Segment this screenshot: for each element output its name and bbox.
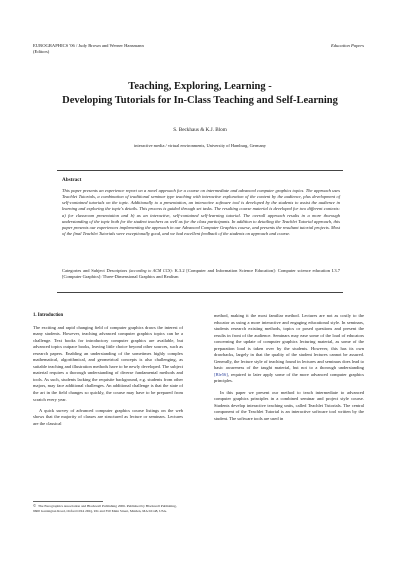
citation-link[interactable]: [Ble56] xyxy=(214,371,228,377)
left-column xyxy=(33,313,183,432)
intro-paragraph-4: In this paper we present our method to teach intermediate to advanced computer graphics principles in a combined seminar and project style course. Students develop interactive teaching units, called Teachlet Tutorials. The central component of the Teachlet Tutorial is an interactive software tool written by the student. The software tools are used in xyxy=(214,389,364,421)
copyright-text: The Eurographics Association and Blackwell Publishing 2006. Published by Blackwell Publishing, 9600 Garsington Road, Oxford OX4 2DQ, UK and 350 Main Street, Malden, MA 02148, USA. xyxy=(33,504,177,513)
abstract-heading: Abstract xyxy=(62,177,82,183)
paper-title xyxy=(20,80,380,107)
intro-paragraph-1: The exciting and rapid changing field of computer graphics draws the interest of many students. However, teaching advanced computer graphics topics can be a challenge. Text books for introductory computer graphics are available, but advanced topics outpace books, leaving little choice beyond other sources, such as research papers. Enabling an understanding of the sometimes highly complex mathematical, algorithmical, and geometrical concepts is also challenging, as suitable teaching and illustration methods have to be newly developed. The subject material requires a thorough understanding of diverse fundamental methods and tools. As such, students lacking the requisite background, e.g. students from other majors, may face additional challenges. An additional challenge is that the state of the art in the field changes so quickly, the course may have to be prepared from scratch every year. xyxy=(33,324,183,402)
footnote-rule xyxy=(33,501,103,502)
editors-line: (Editors) xyxy=(33,48,50,54)
abstract-top-rule xyxy=(57,170,343,171)
right-column xyxy=(214,313,364,427)
conference-line: EUROGRAPHICS '06 / Judy Brown and Werner Hansmann xyxy=(33,43,144,48)
copyright-symbol: © xyxy=(33,503,37,508)
subject-descriptors xyxy=(62,268,340,280)
running-header-left xyxy=(33,43,253,55)
categories-text-2: Computer science education I.3.7 [Computer Graphics]: Three-Dimensional Graphics and Realism xyxy=(62,268,341,279)
categories-acm-note: (according to ACM CCS) xyxy=(129,268,172,273)
intro-paragraph-3 xyxy=(214,313,364,385)
author-list: S. Beckhaus & K.J. Blom xyxy=(173,127,227,133)
paragraph-3-text-b: , required to later apply some of the more advanced computer graphics principles. xyxy=(214,371,364,384)
intro-paragraph-2: A quick survey of advanced computer graphics course listings on the web shows that the majority of classes are structured as lecture or seminars. Lectures are the classical xyxy=(33,407,183,426)
paragraph-3-text-a: method, making it the most familiar method. Lectures are not as costly to the educator as using a more interactive and engaging educational style. In seminars, students research existing methods, topics or posed questions and present the results in front of the audience. Seminars may ease some of the load of educators concerning the update of computer graphics lecturing material, as some of the preparation load is taken over by the students. However, this has its own drawbacks, largely in that the quality of the student lectures cannot be assured. Generally, the lecture style of teaching found in lectures and seminars does lead to basic awareness of the taught material, but not to a thorough understanding xyxy=(214,313,364,371)
abstract-bottom-rule xyxy=(57,292,343,293)
title-line-2: Developing Tutorials for In-Class Teaching and Self-Learning xyxy=(62,94,338,106)
categories-lead: Categories and Subject Descriptors xyxy=(62,268,128,273)
categories-text-1: : K.3.2 [Computer and Information Science Education]: xyxy=(171,268,276,273)
title-line-1: Teaching, Exploring, Learning - xyxy=(128,81,272,92)
section-heading-introduction: 1. Introduction xyxy=(33,313,64,318)
abstract-text: This paper presents an experience report on a novel approach for a course on intermediate and advanced computer graphics topics. The approach uses Teachlet Tutorials, a combination of traditional seminar type teaching with interactive exploration of the content by the audience, plus development of self-contained tutorials on the topic. Additionally to a presentation, an interactive software tool is developed by the students to assist the audience in learning and exploring the topic's details. This process is guided through set tasks. The resulting course material is developed for two different contexts: a) for classroom presentation and b) as an interactive, self-contained self-learning tutorial. The overall approach results in a more thorough understanding of the topic both for the student teachers as well as for the class participants. In addition to detailing the Teachlet Tutorial approach, this paper presents our experiences implementing the approach in our Advanced Computer Graphics course, and presents the resultant tutorial projects. Most of the final Teachlet Tutorials were exceptionally good, and we had excellent feedback of the students on approach and course. xyxy=(62,188,340,237)
running-header-right: Education Papers xyxy=(330,43,364,48)
copyright-footnote xyxy=(33,504,183,513)
affiliation: interactive media / virtual environments, University of Hamburg, Germany xyxy=(134,143,266,148)
